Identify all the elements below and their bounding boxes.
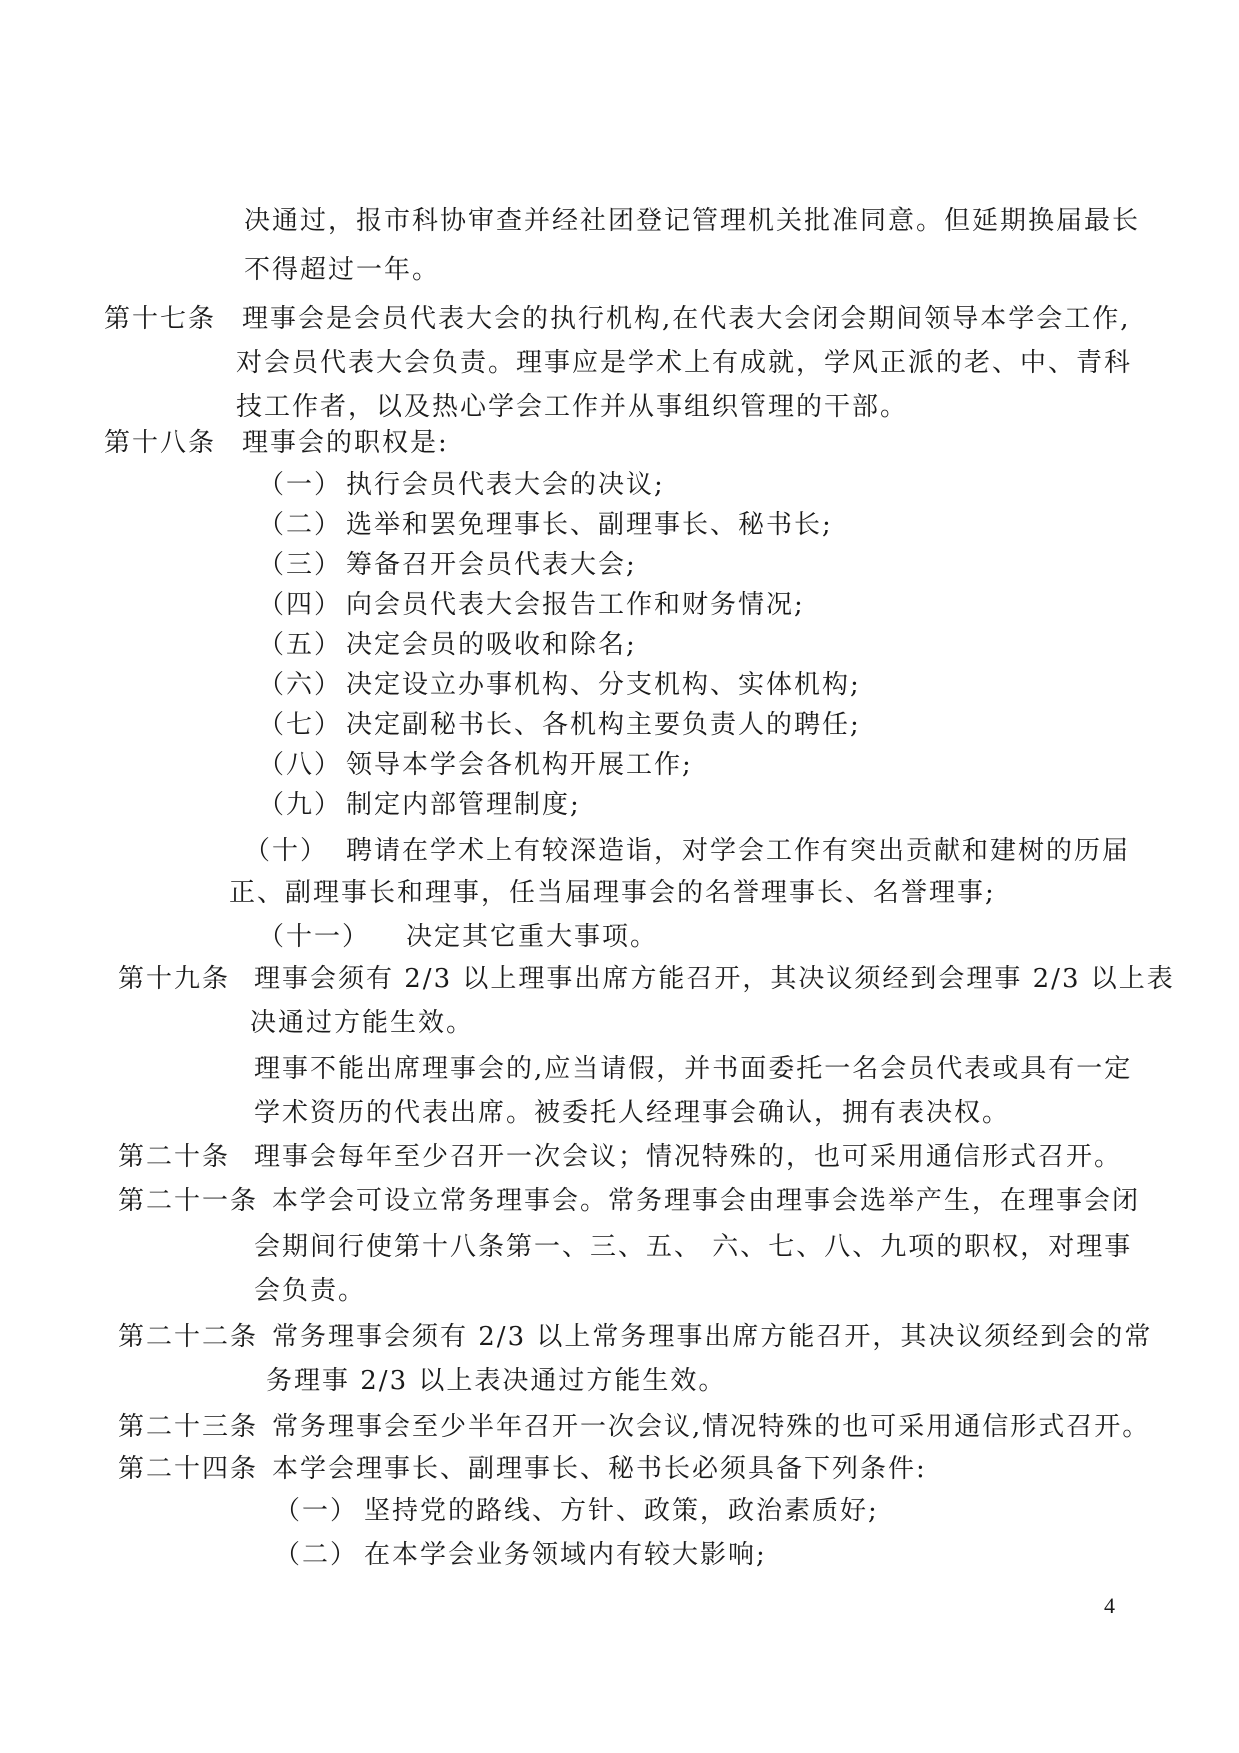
article-23-text: 常务理事会至少半年召开一次会议,情况特殊的也可采用通信形式召开。	[272, 1412, 1151, 1442]
article-22-label: 第二十二条	[118, 1322, 259, 1352]
article-19-label: 第十九条	[118, 964, 231, 994]
article-18-item-3-num: （三）	[258, 550, 343, 580]
article-18-item-11-text: 决定其它重大事项。	[406, 922, 659, 952]
article-18-item-6-text: 决定设立办事机构、分支机构、实体机构;	[346, 670, 861, 700]
article-19-line-3: 理事不能出席理事会的,应当请假，并书面委托一名会员代表或具有一定	[254, 1054, 1133, 1084]
article-18-item-10-num: （十）	[244, 836, 329, 866]
article-24-item-2-num: （二）	[274, 1540, 359, 1570]
article-18-item-5-num: （五）	[258, 630, 343, 660]
article-20-text: 理事会每年至少召开一次会议；情况特殊的，也可采用通信形式召开。	[254, 1142, 1123, 1172]
article-18-item-1-num: （一）	[258, 470, 343, 500]
article-20-label: 第二十条	[118, 1142, 231, 1172]
article-18-item-8-num: （八）	[258, 750, 343, 780]
article-18-item-7-text: 决定副秘书长、各机构主要负责人的聘任;	[346, 710, 861, 740]
article-18-item-7-num: （七）	[258, 710, 343, 740]
article-24-item-2-text: 在本学会业务领域内有较大影响;	[364, 1540, 767, 1570]
article-18-item-11-num: （十一）	[258, 922, 371, 952]
article-18-item-8-text: 领导本学会各机构开展工作;	[346, 750, 693, 780]
article-18-item-4-num: （四）	[258, 590, 343, 620]
article-21-line-2: 会期间行使第十八条第一、三、五、 六、七、八、九项的职权，对理事	[254, 1232, 1133, 1262]
article-21-label: 第二十一条	[118, 1186, 259, 1216]
article-19-line-4: 学术资历的代表出席。被委托人经理事会确认，拥有表决权。	[254, 1098, 1011, 1128]
article-18-item-1-text: 执行会员代表大会的决议;	[346, 470, 665, 500]
article-18-label: 第十八条	[104, 428, 217, 458]
article-18-item-9-text: 制定内部管理制度;	[346, 790, 581, 820]
article-23-label: 第二十三条	[118, 1412, 259, 1442]
article-18-item-2-text: 选举和罢免理事长、副理事长、秘书长;	[346, 510, 833, 540]
continuation-line-2: 不得超过一年。	[244, 255, 441, 285]
article-18-item-10-text-2: 正、副理事长和理事，任当届理事会的名誉理事长、名誉理事;	[229, 878, 996, 908]
article-24-item-1-num: （一）	[274, 1496, 359, 1526]
article-18-item-9-num: （九）	[258, 790, 343, 820]
page-number: 4	[1104, 1593, 1115, 1618]
article-24-label: 第二十四条	[118, 1454, 259, 1484]
article-19-line-2: 决通过方能生效。	[250, 1008, 475, 1038]
article-18-item-5-text: 决定会员的吸收和除名;	[346, 630, 637, 660]
article-17-line-3: 技工作者，以及热心学会工作并从事组织管理的干部。	[236, 392, 909, 422]
article-22-line-1: 常务理事会须有 2/3 以上常务理事出席方能召开，其决议须经到会的常	[272, 1322, 1153, 1352]
article-18-item-4-text: 向会员代表大会报告工作和财务情况;	[346, 590, 805, 620]
article-18-item-3-text: 筹备召开会员代表大会;	[346, 550, 637, 580]
article-22-line-2: 务理事 2/3 以上表决通过方能生效。	[266, 1366, 727, 1396]
article-18-item-2-num: （二）	[258, 510, 343, 540]
article-18-item-10-text-1: 聘请在学术上有较深造诣，对学会工作有突出贡献和建树的历届	[346, 836, 1131, 866]
article-17-line-1: 理事会是会员代表大会的执行机构,在代表大会闭会期间领导本学会工作,	[242, 304, 1131, 334]
article-19-line-1: 理事会须有 2/3 以上理事出席方能召开，其决议须经到会理事 2/3 以上表	[254, 964, 1175, 994]
article-21-line-3: 会负责。	[254, 1276, 367, 1306]
article-18-item-6-num: （六）	[258, 670, 343, 700]
article-24-intro: 本学会理事长、副理事长、秘书长必须具备下列条件:	[272, 1454, 927, 1484]
article-24-item-1-text: 坚持党的路线、方针、政策，政治素质好;	[364, 1496, 879, 1526]
continuation-line-1: 决通过，报市科协审查并经社团登记管理机关批准同意。但延期换届最长	[244, 206, 1141, 236]
article-17-line-2: 对会员代表大会负责。理事应是学术上有成就，学风正派的老、中、青科	[236, 348, 1133, 378]
article-21-line-1: 本学会可设立常务理事会。常务理事会由理事会选举产生，在理事会闭	[272, 1186, 1141, 1216]
article-18-intro: 理事会的职权是:	[242, 428, 449, 458]
article-17-label: 第十七条	[104, 304, 217, 334]
